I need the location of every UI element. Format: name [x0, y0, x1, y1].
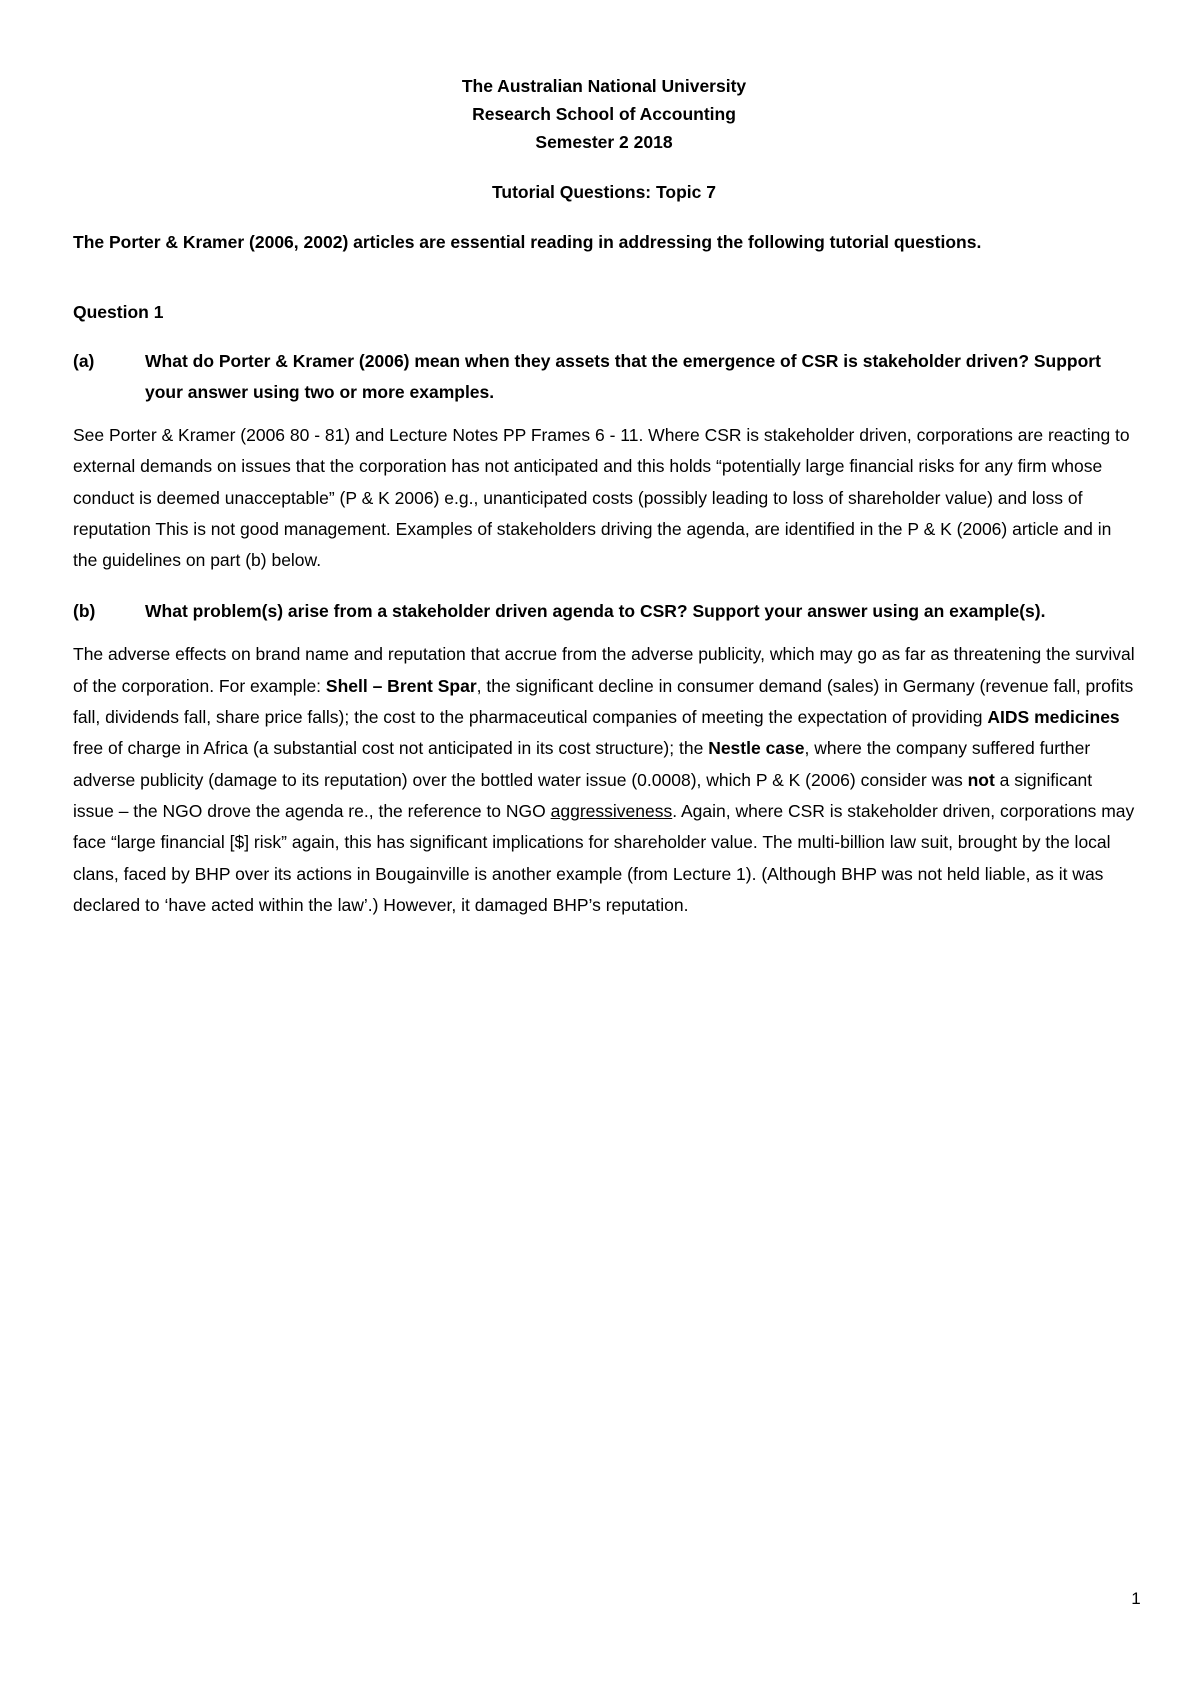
answer-1b-underline: aggressiveness	[550, 800, 673, 821]
answer-1b-text: The adverse effects on brand name and reputation that accrue from the adverse publicity, which may go as far as threatening the survival of the corporation. For example:	[73, 644, 1135, 696]
answer-1b-text: , where the company suffered further adverse publicity (damage to its reputation) over the bottled water issue (0.0008), which P & K (2006) consider was	[73, 738, 1091, 790]
topic-title: Tutorial Questions: Topic 7	[492, 182, 716, 202]
page-number: 1	[1131, 1589, 1141, 1608]
answer-1b-text: . Again, where CSR is stakeholder driven, corporations may face “large financial [$] risk” again, this has significant implications for shareholder value. The multi-billion law suit, brought by the local clans, faced by BHP over its actions in Bougainville is another example (from Lecture 1). (Although BHP was not held liable, as it was declared to ‘have acted within the law’.) However, it damaged BHP’s reputation.	[73, 800, 1135, 915]
school-name: Research School of Accounting	[472, 104, 736, 124]
intro-text: The Porter & Kramer (2006, 2002) articles are essential reading in addressing the following tutorial questions.	[73, 232, 982, 252]
question-1a	[73, 346, 1135, 408]
answer-1a: See Porter & Kramer (2006 80 - 81) and Lecture Notes PP Frames 6 - 11. Where CSR is stakeholder driven, corporations are reacting to external demands on issues that the corporation has not anticipated and this holds “potentially large financial risks for any firm whose conduct is deemed unacceptable” (P & K 2006) e.g., unanticipated costs (possibly leading to loss of shareholder value) and loss of reputation This is not good management. Examples of stakeholders driving the agenda, are identified in the P & K (2006) article and in the guidelines on part (b) below.	[73, 425, 1130, 571]
university-name: The Australian National University	[461, 76, 747, 96]
question-1b-label: (b)	[73, 601, 96, 622]
answer-1b-text: , the significant decline in consumer demand (sales) in Germany (revenue fall, profits fall, dividends fall, share price falls); the cost to the pharmaceutical companies of meeting the expectation of providing	[73, 675, 1134, 728]
question-1a-text: What do Porter & Kramer (2006) mean when they assets that the emergence of CSR is stakeholder driven? Support your answer using two or more examples.	[145, 351, 1101, 402]
answer-1b-emphasis: AIDS medicines	[987, 707, 1120, 728]
answer-1b-text: free of charge in Africa (a substantial cost not anticipated in its cost structure); the	[73, 738, 709, 759]
answer-1b	[73, 639, 1135, 921]
semester: Semester 2 2018	[535, 132, 673, 152]
question-1a-label: (a)	[73, 351, 95, 371]
answer-1b-text: a significant issue – the NGO drove the agenda re., the reference to NGO	[73, 769, 1093, 821]
answer-1b-emphasis: not	[967, 769, 995, 790]
answer-1b-emphasis: Shell – Brent Spar	[325, 675, 477, 696]
answer-1b-emphasis: Nestle case	[708, 738, 805, 759]
document-page	[73, 72, 1135, 921]
question-1b	[73, 596, 1135, 627]
question-1-heading: Question 1	[73, 302, 164, 322]
document-header	[73, 72, 1135, 206]
question-1b-text: What problem(s) arise from a stakeholder driven agenda to CSR? Support your answer using an example(s).	[145, 601, 1046, 622]
